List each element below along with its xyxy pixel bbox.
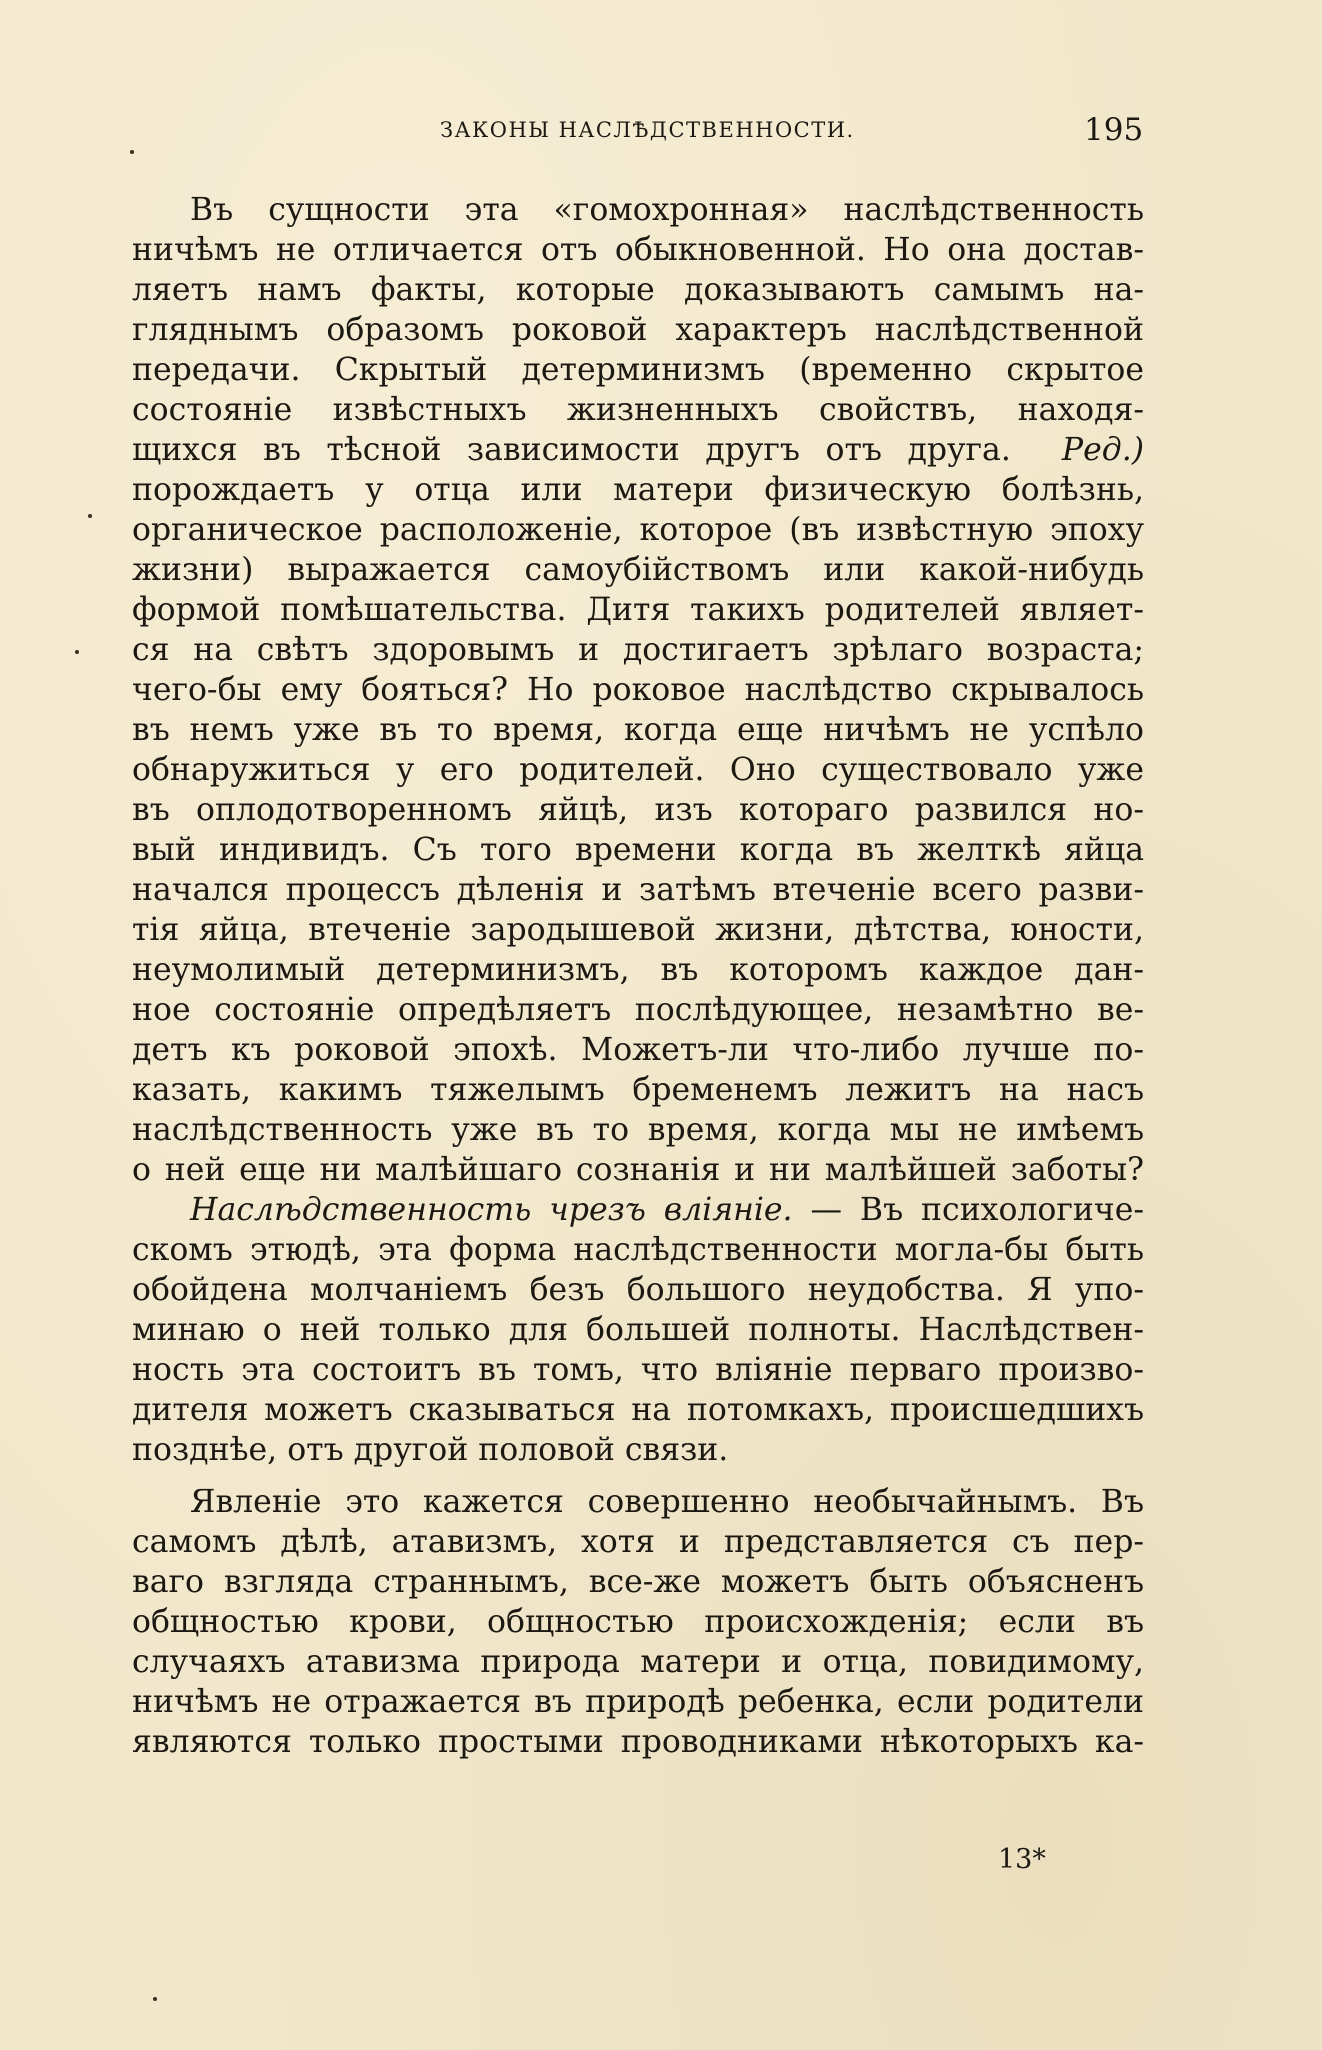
body-text xyxy=(132,190,1144,1762)
text-line: ваго взгляда страннымъ, все-же можетъ быть объясненъ xyxy=(132,1564,1144,1600)
text-line: позднѣе, отъ другой половой связи. xyxy=(132,1432,729,1468)
printer-signature-mark: 13* xyxy=(998,1844,1046,1875)
text-line: порождаетъ у отца или матери физическую болѣзнь, xyxy=(132,472,1144,508)
text-line: формой помѣшательства. Дитя такихъ родителей являет- xyxy=(132,592,1144,628)
text-line xyxy=(132,1190,1144,1230)
text-line: гляднымъ образомъ роковой характеръ наслѣдственной xyxy=(132,312,1144,348)
text-line: ничѣмъ не отражается въ природѣ ребенка, если родители xyxy=(132,1684,1144,1720)
text-line: общностью крови, общностью происхожденія; если въ xyxy=(132,1604,1144,1640)
section-heading: Наслѣдственность чрезъ вліяніе. xyxy=(190,1192,793,1228)
text-line: самомъ дѣлѣ, атавизмъ, хотя и представляется съ пер- xyxy=(132,1524,1144,1560)
page-number: 195 xyxy=(1084,112,1144,148)
text-line: вый индивидъ. Съ того времени когда въ желткѣ яйца xyxy=(132,832,1144,868)
text-line: являются только простыми проводниками нѣкоторыхъ ка- xyxy=(132,1724,1144,1760)
text-line: случаяхъ атавизма природа матери и отца, повидимому, xyxy=(132,1644,1144,1680)
text-line: ность эта состоитъ въ томъ, что вліяніе перваго произво- xyxy=(132,1352,1144,1388)
text-line: скомъ этюдѣ, эта форма наслѣдственности могла-бы быть xyxy=(132,1232,1144,1268)
text-line xyxy=(132,430,1144,470)
text-line: тія яйца, втеченіе зародышевой жизни, дѣтства, юности, xyxy=(132,912,1144,948)
paper-speck xyxy=(153,1997,157,2001)
text-line: передачи. Скрытый детерминизмъ (временно скрытое xyxy=(132,352,1144,388)
text-line: обнаружиться у его родителей. Оно существовало уже xyxy=(132,752,1144,788)
text-line: начался процессъ дѣленія и затѣмъ втеченіе всего разви- xyxy=(132,872,1144,908)
paper-speck xyxy=(88,514,92,518)
text-line: ное состояніе опредѣляетъ послѣдующее, незамѣтно ве- xyxy=(132,992,1144,1028)
paper-speck xyxy=(75,650,79,654)
text-line: неумолимый детерминизмъ, въ которомъ каждое дан- xyxy=(132,952,1144,988)
paragraph-gomochronous-heredity xyxy=(132,190,1144,1190)
text-line: чего-бы ему бояться? Но роковое наслѣдство скрывалось xyxy=(132,672,1144,708)
text-line: состояніе извѣстныхъ жизненныхъ свойствъ, находя- xyxy=(132,392,1144,428)
text-line: о ней еще ни малѣйшаго сознанія и ни малѣйшей заботы? xyxy=(132,1152,1144,1188)
text-line: Въ сущности эта «гомохронная» наслѣдственность xyxy=(190,192,1144,228)
text-line-segment: щихся въ тѣсной зависимости другъ отъ друга. xyxy=(132,432,1011,468)
text-line: детъ къ роковой эпохѣ. Можетъ-ли что-либо лучше по- xyxy=(132,1032,1144,1068)
text-line: ся на свѣтъ здоровымъ и достигаетъ зрѣлаго возраста; xyxy=(132,632,1144,668)
paragraph-atavism xyxy=(132,1482,1144,1762)
paragraph-heredity-by-influence xyxy=(132,1190,1144,1470)
text-line: казать, какимъ тяжелымъ бременемъ лежитъ на насъ xyxy=(132,1072,1144,1108)
text-line: Явленіе это кажется совершенно необычайнымъ. Въ xyxy=(190,1484,1144,1520)
running-title: ЗАКОНЫ НАСЛѢДСТВЕННОСТИ. xyxy=(440,118,855,142)
text-line: жизни) выражается самоубійствомъ или какой-нибудь xyxy=(132,552,1144,588)
text-line: наслѣдственность уже въ то время, когда мы не имѣемъ xyxy=(132,1112,1144,1148)
text-line: минаю о ней только для большей полноты. Наслѣдствен- xyxy=(132,1312,1144,1348)
text-line: ляетъ намъ факты, которые доказываютъ самымъ на- xyxy=(132,272,1144,308)
text-line: обойдена молчаніемъ безъ большого неудобства. Я упо- xyxy=(132,1272,1144,1308)
text-line: въ немъ уже въ то время, когда еще ничѣмъ не успѣло xyxy=(132,712,1144,748)
editor-note: Ред.) xyxy=(1061,432,1145,468)
text-line: дителя можетъ сказываться на потомкахъ, происшедшихъ xyxy=(132,1392,1144,1428)
text-line: въ оплодотворенномъ яйцѣ, изъ котораго развился но- xyxy=(132,792,1144,828)
text-line-segment: — Въ психологиче- xyxy=(810,1192,1144,1228)
paper-speck xyxy=(130,150,134,154)
text-line: органическое расположеніе, которое (въ извѣстную эпоху xyxy=(132,512,1144,548)
text-line: ничѣмъ не отличается отъ обыкновенной. Но она достав- xyxy=(132,232,1144,268)
